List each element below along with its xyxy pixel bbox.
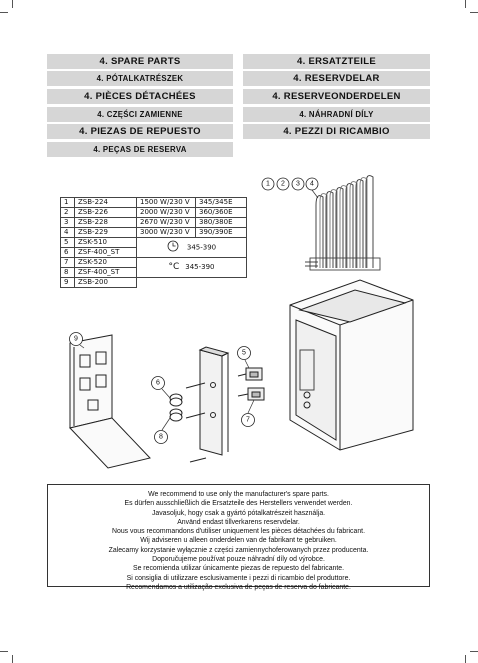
- celsius-symbol: °C: [168, 262, 180, 272]
- callout-6-label: 6: [156, 379, 160, 387]
- heading-sv: 4. RESERVDELAR: [243, 71, 430, 86]
- thermostat-range-cell: °C 345-390: [137, 258, 247, 278]
- spare-parts-notice: [47, 484, 430, 591]
- front-plate-illustration: [186, 347, 228, 462]
- heading-hu: 4. PÓTALKATRÉSZEK: [47, 71, 233, 86]
- knob-illustrations: [170, 394, 182, 421]
- table-row: 8 ZSF-400_ST: [61, 268, 247, 278]
- table-row: 9 ZSB-200: [61, 278, 247, 288]
- notice-line: Zalecamy korzystanie wyłącznie z części zamiennychoferowanych przez producenta.: [108, 546, 369, 554]
- notice-line: Använd endast tillverkarens reservdelar.: [177, 518, 300, 526]
- notice-line: Es dürfen ausschließlich die Ersatzteile des Herstellers verwendet werden.: [124, 500, 353, 508]
- crop-mark: [470, 651, 478, 652]
- table-row: 6 ZSF-400_ST: [61, 248, 247, 258]
- callout-4-label: 4: [310, 180, 314, 188]
- notice-line: Doporučujeme používat pouze náhradní díly od výrobce.: [152, 556, 325, 564]
- callout-2-label: 2: [281, 180, 285, 188]
- timer-thermostat-illustration: [238, 368, 264, 400]
- callout-8-label: 8: [159, 433, 163, 441]
- heading-pl: 4. CZĘŚCI ZAMIENNE: [47, 107, 233, 122]
- table-row: 7 ZSK-520 °C 345-390: [61, 258, 247, 268]
- callout-1-label: 1: [266, 180, 270, 188]
- notice-line: Se recomienda utilizar únicamente piezas de repuesto del fabricante.: [132, 565, 345, 573]
- callout-9-label: 9: [74, 335, 78, 343]
- heading-en: 4. SPARE PARTS: [47, 54, 233, 69]
- heading-it: 4. PEZZI DI RICAMBIO: [243, 124, 430, 139]
- notice-line: Recomendamos a utilização exclusiva de peças de reserva do fabricante.: [126, 583, 351, 591]
- callout-3-label: 3: [296, 180, 300, 188]
- notice-line: We recommend to use only the manufacturer's spare parts.: [148, 491, 329, 498]
- table-row: 2 ZSB-226 2000 W/230 V 360/360E: [61, 208, 247, 218]
- callout-7-label: 7: [246, 416, 250, 424]
- crop-mark: [465, 655, 466, 663]
- notice-line: Nous vous recommandons d'utiliser uniquement les pièces détachées du fabricant.: [112, 528, 365, 536]
- heading-de: 4. ERSATZTEILE: [243, 54, 430, 69]
- heading-nl: 4. RESERVEONDERDELEN: [243, 89, 430, 104]
- callout-5-label: 5: [242, 349, 246, 357]
- table-row: 3 ZSB-228 2670 W/230 V 380/380E: [61, 218, 247, 228]
- table-row: 5 ZSK-510 345-390: [61, 238, 247, 248]
- notice-line: Wij adviseren u alleen onderdelen van de fabrikant te gebruiken.: [140, 537, 337, 545]
- heating-elements-illustration: [305, 176, 380, 270]
- heading-fr: 4. PIÈCES DÉTACHÉES: [47, 89, 233, 104]
- heading-pt: 4. PEÇAS DE RESERVA: [47, 142, 233, 157]
- control-panel-illustration: [70, 335, 150, 468]
- notice-line: Si consiglia di utilizzare esclusivamente i pezzi di ricambio del produttore.: [126, 574, 351, 582]
- crop-mark: [12, 655, 13, 663]
- timer-range-cell: 345-390: [137, 238, 247, 258]
- heading-es: 4. PIEZAS DE REPUESTO: [47, 124, 233, 139]
- crop-mark: [0, 651, 8, 652]
- notice-line: Javasoljuk, hogy csak a gyártó pótalkatrészeit használja.: [151, 509, 326, 517]
- heading-cs: 4. NÁHRADNÍ DÍLY: [243, 107, 430, 122]
- table-row: 4 ZSB-229 3000 W/230 V 390/390E: [61, 228, 247, 238]
- table-row: 1 ZSB-224 1500 W/230 V 345/345E: [61, 198, 247, 208]
- heater-body-illustration: [290, 280, 413, 450]
